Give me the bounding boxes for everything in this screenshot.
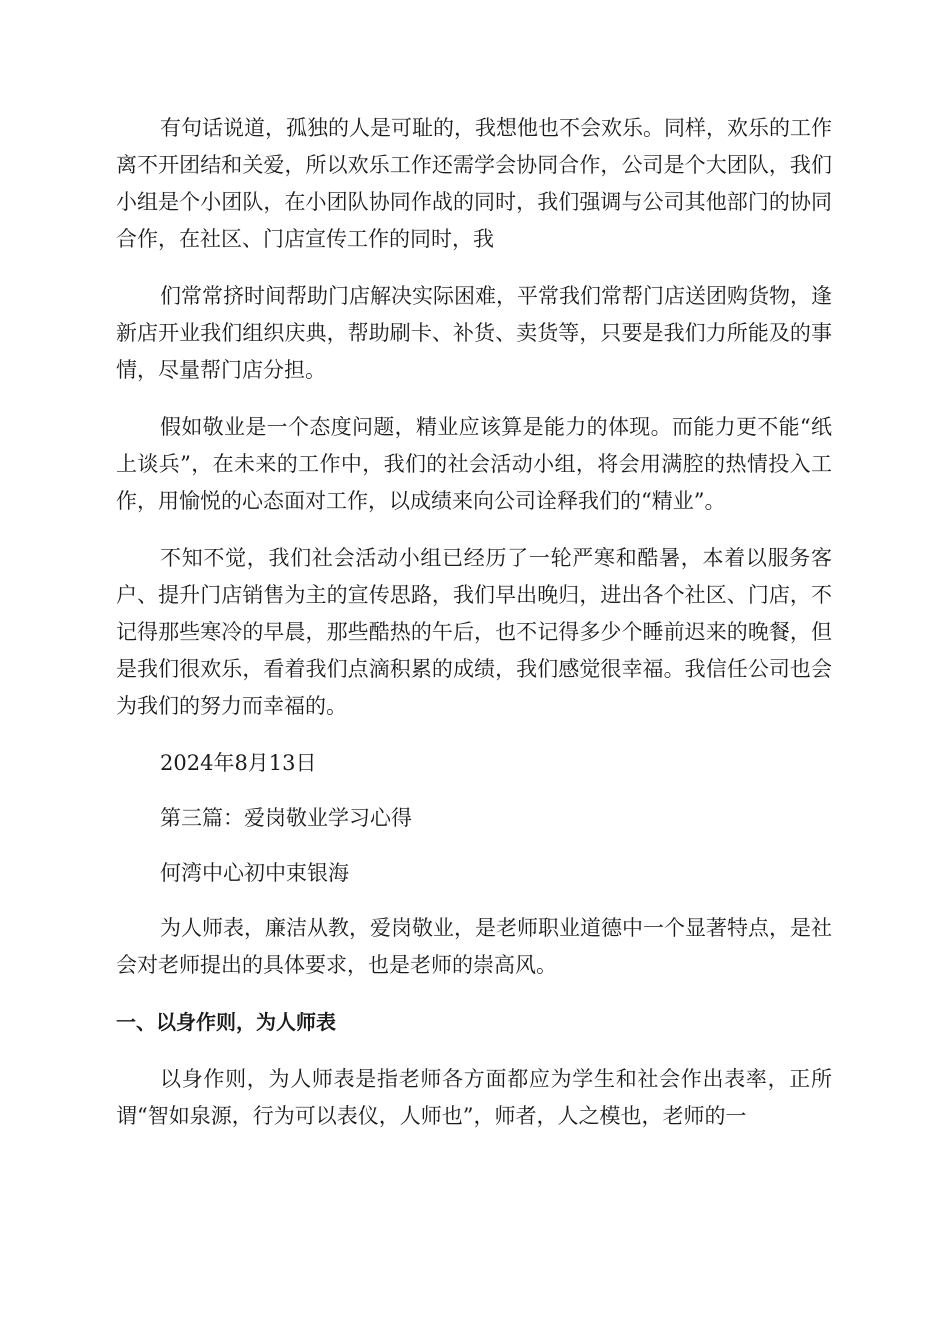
section-heading: 一、以身作则，为人师表 — [116, 1010, 336, 1034]
paragraph-helping-stores: 们常常挤时间帮助门店解决实际困难，平常我们常帮门店送团购货物，逢新店开业我们组织庆典，帮助刷卡、补货、卖货等，只要是我们力所能及的事情，尽量帮门店分担。 — [116, 284, 832, 382]
paragraph-hard-work: 不知不觉，我们社会活动小组已经历了一轮严寒和酷暑，本着以服务客户、提升门店销售为主的宣传思路，我们早出晚归，进出各个社区、门店，不记得那些寒冷的早晨，那些酷热的午后，也不记得多少个睡前迟来的晚餐，但是我们很欢乐，看着我们点滴积累的成绩，我们感觉很幸福。我信任公司也会为我们的努力而幸福的。 — [116, 546, 832, 718]
paragraph-teamwork: 有句话说道，孤独的人是可耻的，我想他也不会欢乐。同样，欢乐的工作离不开团结和关爱，所以欢乐工作还需学会协同合作，公司是个大团队，我们小组是个小团队，在小团队协同作战的同时，我们强调与公司其他部门的协同合作，在社区、门店宣传工作的同时，我 — [116, 116, 832, 251]
paragraph-dedication: 假如敬业是一个态度问题，精业应该算是能力的体现。而能力更不能“纸上谈兵”，在未来的工作中，我们的社会活动小组，将会用满腔的热情投入工作，用愉悦的心态面对工作，以成绩来向公司诠释我们的“精业”。 — [116, 415, 832, 513]
section-title: 第三篇：爱岗敬业学习心得 — [160, 806, 412, 830]
date-line: 2024年8月13日 — [160, 751, 317, 775]
author-line: 何湾中心初中束银海 — [160, 861, 349, 885]
paragraph-teacher-ethics: 为人师表，廉洁从教，爱岗敬业，是老师职业道德中一个显著特点，是社会对老师提出的具体要求，也是老师的崇高风。 — [116, 916, 832, 977]
paragraph-lead-by-example: 以身作则，为人师表是指老师各方面都应为学生和社会作出表率，正所谓“智如泉源，行为可以表仪，人师也”，师者，人之模也，老师的一 — [116, 1067, 832, 1128]
document-page — [116, 110, 832, 1155]
